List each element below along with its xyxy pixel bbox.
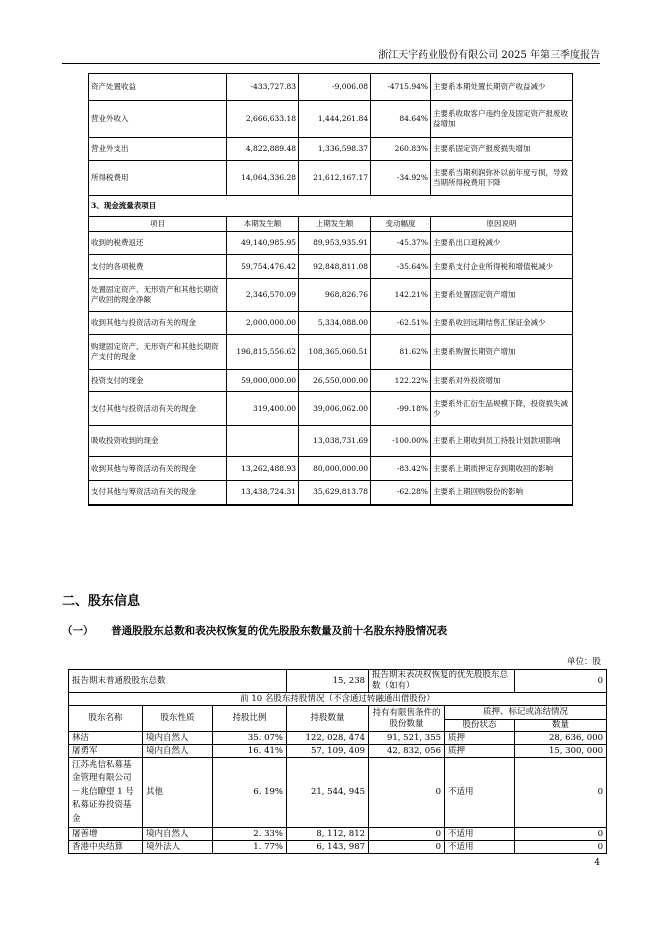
row-item: 投资支付的现金 [89,370,227,392]
holder-name: 江苏兆信私募基金管理有限公司－兆信瞭望 1 号私募证券投资基金 [69,758,143,828]
row-current: 319,400.00 [227,392,299,426]
col-header-current: 本期发生额 [227,217,299,232]
row-change: -34.92% [371,161,431,196]
holder-quantity: 6, 143, 987 [287,841,369,854]
row-reason: 主要系当期利润弥补以前年度亏损，导致当期所得税费用下降 [431,161,573,196]
row-reason: 主要系出口退税减少 [431,232,573,255]
row-item: 支付的各项税费 [89,255,227,279]
row-item: 处置固定资产、无形资产和其他长期资产收回的现金净额 [89,279,227,312]
row-reason: 主要系收取客户违约金及固定资产报废收益增加 [431,101,573,138]
row-reason: 主要系处置固定资产增加 [431,279,573,312]
table-row [89,232,573,255]
row-change: -35.64% [371,255,431,279]
row-current: 2,666,633.18 [227,101,299,138]
page-number: 4 [594,858,600,868]
subtitle-text: 普通股股东总数和表决权恢复的优先股股东数量及前十名股东持股情况表 [111,625,448,637]
total-holders-value: 15, 238 [287,670,369,693]
holder-status: 不适用 [445,841,515,854]
row-item: 收到其他与投资活动有关的现金 [89,312,227,335]
col-header-ratio: 持股比例 [213,706,287,732]
col-header-item: 项目 [89,217,227,232]
holder-restricted: 42, 832, 056 [369,745,445,758]
holder-ratio: 1. 77% [213,841,287,854]
row-change: 84.64% [371,101,431,138]
holder-name: 屠勇军 [69,745,143,758]
holder-amount: 0 [515,841,607,854]
row-change: -62.28% [371,481,431,505]
holder-quantity: 8, 112, 812 [287,828,369,841]
row-reason: 主要系固定资产报废损失增加 [431,138,573,161]
col-header-change: 变动幅度 [371,217,431,232]
holder-status: 质押 [445,732,515,745]
holder-nature: 境内自然人 [143,745,213,758]
row-change: 81.62% [371,335,431,370]
row-change: -99.18% [371,392,431,426]
holder-quantity: 57, 109, 409 [287,745,369,758]
holder-amount: 15, 300, 000 [515,745,607,758]
holder-quantity: 21, 544, 945 [287,758,369,828]
row-change: -83.42% [371,457,431,481]
holder-nature: 其他 [143,758,213,828]
row-item: 收到的税费返还 [89,232,227,255]
row-reason: 主要系对外投资增加 [431,370,573,392]
holder-restricted: 0 [369,828,445,841]
row-previous: 26,550,000.00 [299,370,371,392]
top10-title-row [69,693,607,706]
row-reason: 主要系外汇衍生品规模下降，投资损失减少 [431,392,573,426]
table-row [69,758,607,828]
row-previous: 80,000,000.00 [299,457,371,481]
table-row [69,828,607,841]
col-header-restricted: 持有有限售条件的股份数量 [369,706,445,732]
row-item: 营业外收入 [89,101,227,138]
holder-name: 香港中央结算 [69,841,143,854]
row-previous: 35,629,813.78 [299,481,371,505]
shareholder-section-title: 二、股东信息 [62,594,141,609]
holder-nature: 境内自然人 [143,732,213,745]
table-row [89,370,573,392]
row-change: -4715.94% [371,74,431,101]
row-current: 14,064,336.28 [227,161,299,196]
preferred-holders-value: 0 [515,670,607,693]
row-change: 122.22% [371,370,431,392]
table-row [89,392,573,426]
table-row [89,335,573,370]
table-row [89,101,573,138]
section-row [89,196,573,217]
row-previous: 89,953,935.91 [299,232,371,255]
row-item: 吸收投资收到的现金 [89,426,227,457]
preferred-holders-label: 报告期末表决权恢复的优先股股东总数（如有） [369,670,515,693]
holder-nature: 境内自然人 [143,828,213,841]
header-row [69,706,607,720]
row-current: 49,140,985.95 [227,232,299,255]
row-current: 196,815,556.62 [227,335,299,370]
table-row [89,481,573,505]
row-change: -45.37% [371,232,431,255]
cashflow-section-title: 3、现金流量表项目 [89,196,573,217]
holder-ratio: 16. 41% [213,745,287,758]
row-current: 4,822,889.48 [227,138,299,161]
top10-title: 前 10 名股东持股情况（不含通过转融通出借股份） [69,693,607,706]
row-current: -433,727.83 [227,74,299,101]
table-row [89,161,573,196]
total-holders-label: 报告期末普通股股东总数 [69,670,287,693]
row-reason: 主要系上期收到员工持股计划款项影响 [431,426,573,457]
table-row [89,255,573,279]
holder-amount: 0 [515,828,607,841]
row-previous: 1,336,598.37 [299,138,371,161]
row-previous: 13,038,731.69 [299,426,371,457]
table-row [89,74,573,101]
row-previous: 21,612,167.17 [299,161,371,196]
col-header-amount: 数量 [515,720,607,732]
holder-restricted: 91, 521, 355 [369,732,445,745]
holder-amount: 28, 636, 000 [515,732,607,745]
holder-quantity: 122, 028, 474 [287,732,369,745]
row-item: 资产处置收益 [89,74,227,101]
row-previous: -9,006.08 [299,74,371,101]
row-current [227,426,299,457]
holder-name: 林洁 [69,732,143,745]
row-reason: 主要系收回远期结售汇保证金减少 [431,312,573,335]
row-previous: 39,006,062.00 [299,392,371,426]
unit-label: 单位：股 [566,657,601,667]
holder-status: 不适用 [445,758,515,828]
row-change: -100.00% [371,426,431,457]
table-row [89,312,573,335]
col-header-reason: 原因说明 [431,217,573,232]
row-item: 购建固定资产、无形资产和其他长期资产支付的现金 [89,335,227,370]
row-change: 142.21% [371,279,431,312]
row-item: 支付其他与投资活动有关的现金 [89,392,227,426]
row-reason: 主要系上期回购股份的影响 [431,481,573,505]
report-header: 浙江天宇药业股份有限公司 2025 年第三季度报告 [378,50,600,61]
table-row [69,745,607,758]
holder-status: 质押 [445,745,515,758]
row-item: 营业外支出 [89,138,227,161]
row-previous: 92,848,811.08 [299,255,371,279]
financial-changes-table [88,73,573,506]
col-header-nature: 股东性质 [143,706,213,732]
col-header-previous: 上期发生额 [299,217,371,232]
subtitle-number: （一） [62,625,94,637]
shareholder-subtitle [62,623,447,638]
holder-status: 不适用 [445,828,515,841]
row-reason: 主要系上期质押定存到期收回的影响 [431,457,573,481]
holder-restricted: 0 [369,758,445,828]
table-row [89,279,573,312]
row-change: -62.51% [371,312,431,335]
col-header-quantity: 持股数量 [287,706,369,732]
table-row [89,138,573,161]
holder-ratio: 35. 07% [213,732,287,745]
row-current: 59,754,476.42 [227,255,299,279]
header-row [89,217,573,232]
table-row [69,841,607,854]
table-row [69,732,607,745]
row-previous: 1,444,261.84 [299,101,371,138]
row-previous: 5,334,088.00 [299,312,371,335]
row-previous: 968,826.76 [299,279,371,312]
row-change: 260.83% [371,138,431,161]
holder-nature: 境外法人 [143,841,213,854]
col-header-name: 股东名称 [69,706,143,732]
row-reason: 主要系购置长期资产增加 [431,335,573,370]
row-previous: 108,365,060.51 [299,335,371,370]
row-item: 支付其他与筹资活动有关的现金 [89,481,227,505]
summary-row [69,670,607,693]
row-current: 2,000,000.00 [227,312,299,335]
row-current: 59,000,000.00 [227,370,299,392]
table-row [89,426,573,457]
table-row [89,457,573,481]
row-current: 13,262,488.93 [227,457,299,481]
holder-name: 屠善增 [69,828,143,841]
row-reason: 主要系支付企业所得税和增值税减少 [431,255,573,279]
holder-amount: 0 [515,758,607,828]
row-item: 收到其他与筹资活动有关的现金 [89,457,227,481]
row-current: 2,346,570.09 [227,279,299,312]
col-header-status: 股份状态 [445,720,515,732]
header-divider [62,63,600,64]
shareholder-table [68,669,607,854]
holder-ratio: 2. 33% [213,828,287,841]
row-reason: 主要系本期处置长期资产收益减少 [431,74,573,101]
row-item: 所得税费用 [89,161,227,196]
holder-restricted: 0 [369,841,445,854]
holder-ratio: 6. 19% [213,758,287,828]
col-header-pledge-group: 质押、标记或冻结情况 [445,706,607,720]
row-current: 13,438,724.31 [227,481,299,505]
